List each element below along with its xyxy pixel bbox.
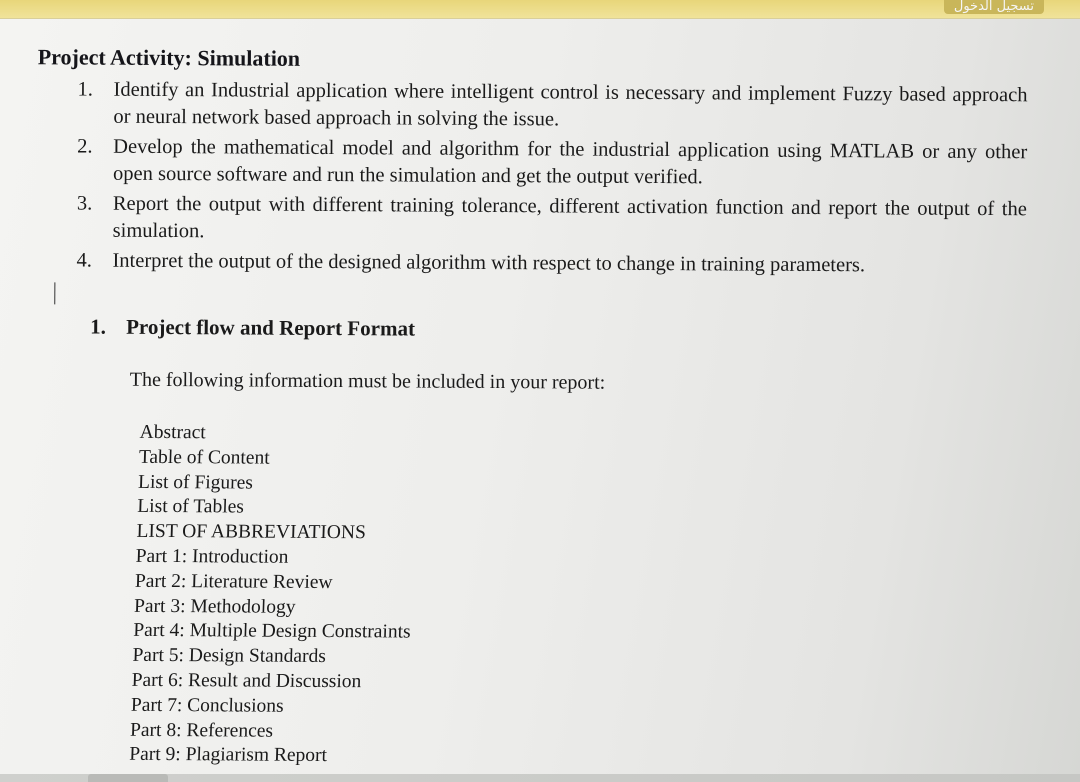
- activity-text: Report the output with different training tolerance, different activation function and report the output of the simulation.: [112, 192, 1027, 243]
- contents-item: Abstract: [139, 421, 207, 444]
- contents-item: Part 3: Methodology: [133, 595, 296, 618]
- top-bar: [0, 0, 1080, 19]
- report-intro: The following information must be included in your report:: [129, 368, 606, 394]
- text-cursor: [54, 282, 55, 304]
- contents-item: Part 6: Result and Discussion: [131, 669, 362, 693]
- bottom-strip: [0, 774, 1080, 782]
- contents-item: Part 2: Literature Review: [134, 570, 333, 593]
- report-contents-list: [129, 421, 418, 770]
- contents-item: Part 8: References: [129, 719, 274, 742]
- section-title: Project flow and Report Format: [126, 314, 416, 341]
- bottom-tab[interactable]: [88, 774, 168, 782]
- activity-item: [76, 247, 1026, 280]
- login-button[interactable]: تسجيل الدخول: [944, 0, 1044, 14]
- activity-item: [77, 76, 1027, 136]
- document-page: [0, 18, 1080, 782]
- contents-item: Part 1: Introduction: [135, 545, 289, 568]
- contents-item: List of Figures: [137, 471, 254, 494]
- activity-number: 2.: [77, 135, 93, 158]
- section-heading: [90, 315, 415, 342]
- activity-text: Identify an Industrial application where intelligent control is necessary and implement Fuzzy based approach or neural network based approach in solving the issue.: [113, 78, 1028, 131]
- contents-item: Part 5: Design Standards: [132, 644, 327, 668]
- activity-list: [76, 76, 1027, 283]
- activity-number: 1.: [77, 78, 94, 101]
- document-heading: Project Activity: Simulation: [37, 44, 301, 71]
- activity-number: 3.: [76, 192, 93, 215]
- activity-item: [77, 190, 1027, 250]
- activity-text: Develop the mathematical model and algorithm for the industrial application using MATLAB or any other open source software and run the simulation and get the output verified.: [112, 135, 1028, 189]
- section-number: 1.: [90, 314, 106, 339]
- activity-item: [77, 133, 1027, 193]
- contents-item: LIST OF ABBREVIATIONS: [136, 521, 367, 544]
- contents-item: Part 9: Plagiarism Report: [128, 744, 328, 767]
- contents-item: List of Tables: [136, 496, 245, 518]
- activity-number: 4.: [76, 249, 92, 272]
- contents-item: Table of Content: [138, 446, 271, 469]
- contents-item: Part 7: Conclusions: [130, 694, 285, 717]
- activity-text: Interpret the output of the designed algorithm with respect to change in training parameters.: [112, 249, 866, 277]
- contents-item: Part 4: Multiple Design Constraints: [132, 620, 411, 643]
